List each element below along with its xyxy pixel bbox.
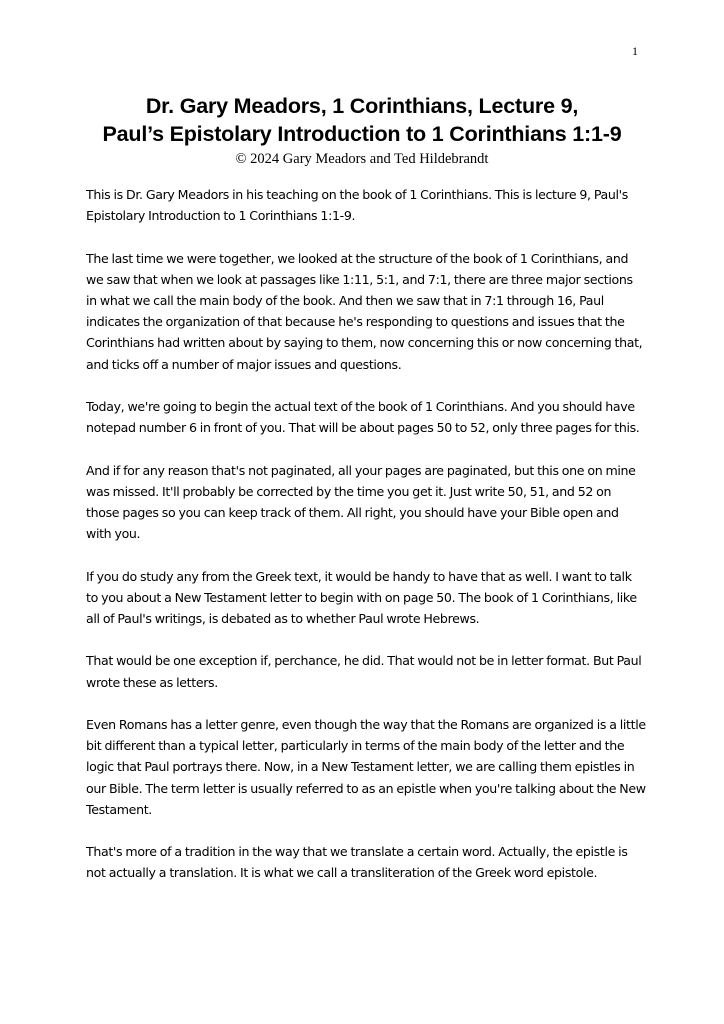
paragraph: If you do study any from the Greek text, it would be handy to have that as well. I want to talk to you about a New Testament letter to begin with on page 50. The book of 1 Corinthians, like all of Paul's writings, is debated as to whether Paul wrote Hebrews. <box>86 568 637 626</box>
title-line-2: Paul’s Epistolary Introduction to 1 Corinthians 1:1-9 <box>102 122 622 146</box>
paragraph: And if for any reason that's not paginated, all your pages are paginated, but this one on mine was missed. It'll probably be corrected by the time you get it. Just write 50, 51, and 52 on those pages so you can keep track of them. All right, you should have your Bible open and with you. <box>86 462 636 542</box>
paragraph: That would be one exception if, perchance, he did. That would not be in letter format. But Paul wrote these as letters. <box>86 653 642 690</box>
paragraph: This is Dr. Gary Meadors in his teaching on the book of 1 Corinthians. This is lecture 9, Paul's Epistolary Introduction to 1 Corinthians 1:1-9. <box>86 187 629 224</box>
paragraph: Today, we're going to begin the actual text of the book of 1 Corinthians. And you should have notepad number 6 in front of you. That will be about pages 50 to 52, only three pages for this. <box>86 399 640 436</box>
lecture-transcript <box>86 184 646 905</box>
paragraph: Even Romans has a letter genre, even though the way that the Romans are organized is a little bit different than a typical letter, particularly in terms of the main body of the letter and the logic that Paul portrays there. Now, in a New Testament letter, we are calling them epistles in our Bible. The term letter is usually referred to as an epistle when you're talking about the New Testament. <box>86 716 646 817</box>
document-header <box>60 92 664 168</box>
page-number: 1 <box>632 44 638 58</box>
title-line-1: Dr. Gary Meadors, 1 Corinthians, Lecture 9, <box>145 94 579 118</box>
paragraph: The last time we were together, we looked at the structure of the book of 1 Corinthians, and we saw that when we look at passages like 1:11, 5:1, and 7:1, there are three major sections in what we call the main body of the book. And then we saw that in 7:1 through 16, Paul indicates the organization of that because he's responding to questions and issues that the Corinthians had written about by saying to them, now concerning this or now concerning that, and ticks off a number of major issues and questions. <box>86 250 643 372</box>
paragraph: That's more of a tradition in the way that we translate a certain word. Actually, the epistle is not actually a translation. It is what we call a transliteration of the Greek word epistole. <box>86 844 628 881</box>
copyright-notice: © 2024 Gary Meadors and Ted Hildebrandt <box>235 151 489 167</box>
